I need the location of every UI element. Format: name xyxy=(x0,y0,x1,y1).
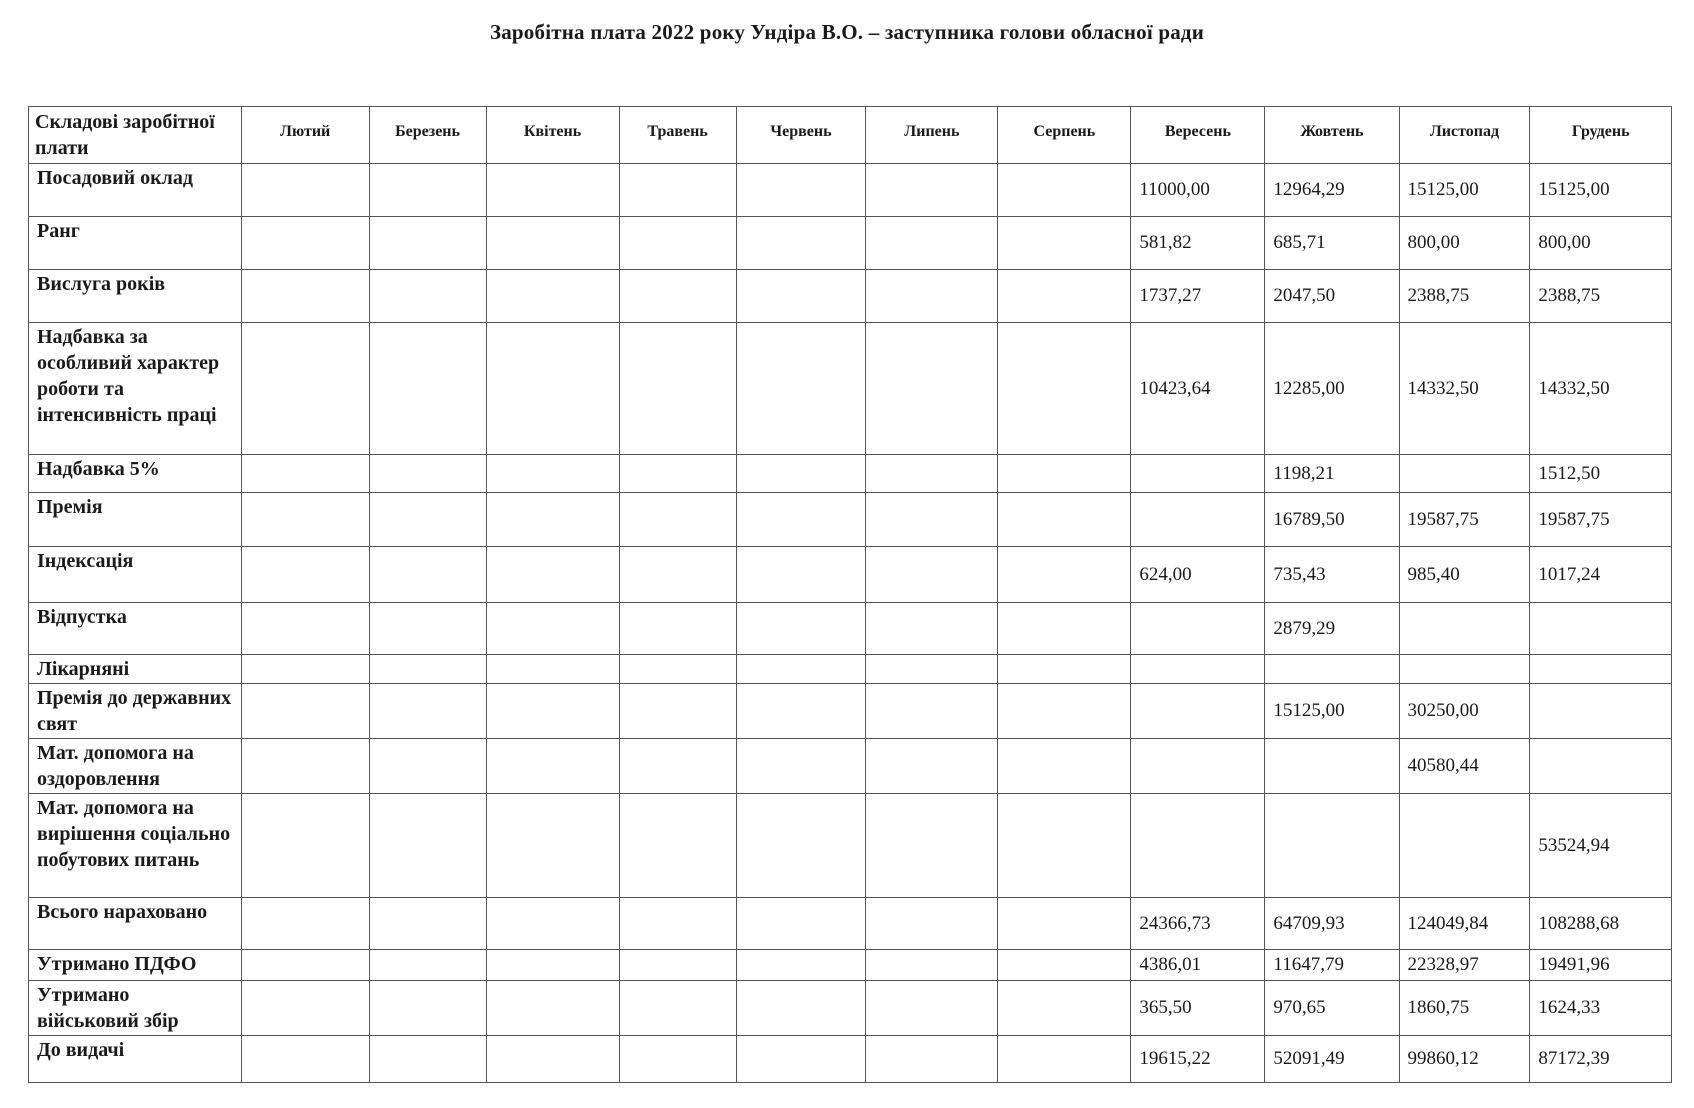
document-title: Заробітна плата 2022 року Ундіра В.О. – заступника голови обласної ради xyxy=(489,20,1205,44)
table-cell xyxy=(619,323,736,455)
table-cell xyxy=(866,684,998,739)
column-header-month: Серпень xyxy=(998,107,1131,164)
table-cell xyxy=(486,493,619,547)
table-cell xyxy=(866,794,998,898)
table-cell: 87172,39 xyxy=(1530,1036,1672,1083)
table-cell xyxy=(241,547,369,603)
table-cell xyxy=(998,739,1131,794)
table-cell xyxy=(1131,455,1265,493)
table-cell xyxy=(998,950,1131,981)
table-cell xyxy=(369,739,486,794)
table-cell: 53524,94 xyxy=(1530,794,1672,898)
table-cell xyxy=(736,981,866,1036)
table-cell xyxy=(241,493,369,547)
table-cell xyxy=(369,684,486,739)
table-row xyxy=(29,547,1672,603)
table-cell xyxy=(619,1036,736,1083)
table-cell: 30250,00 xyxy=(1399,684,1530,739)
table-cell: 4386,01 xyxy=(1131,950,1265,981)
table-cell xyxy=(241,455,369,493)
row-label: Посадовий оклад xyxy=(29,164,242,217)
table-cell xyxy=(241,603,369,655)
table-cell: 970,65 xyxy=(1265,981,1399,1036)
table-row xyxy=(29,655,1672,684)
table-row xyxy=(29,898,1672,950)
table-cell xyxy=(1530,739,1672,794)
table-cell xyxy=(486,981,619,1036)
table-cell xyxy=(998,684,1131,739)
table-cell xyxy=(866,655,998,684)
table-cell: 16789,50 xyxy=(1265,493,1399,547)
row-label: Мат. допомога на оздоровлення xyxy=(29,739,242,794)
table-cell xyxy=(866,739,998,794)
table-cell xyxy=(241,898,369,950)
table-cell: 685,71 xyxy=(1265,217,1399,270)
table-cell xyxy=(866,1036,998,1083)
row-label: До видачі xyxy=(29,1036,242,1083)
table-cell xyxy=(369,794,486,898)
table-cell xyxy=(736,684,866,739)
table-cell: 64709,93 xyxy=(1265,898,1399,950)
table-cell xyxy=(866,603,998,655)
table-cell xyxy=(998,603,1131,655)
row-label: Надбавка за особливий характер роботи та інтенсивність праці xyxy=(29,323,242,455)
table-cell xyxy=(369,547,486,603)
table-cell xyxy=(866,455,998,493)
table-cell xyxy=(241,270,369,323)
row-label: Премія до державних свят xyxy=(29,684,242,739)
table-cell xyxy=(1131,493,1265,547)
table-row xyxy=(29,217,1672,270)
table-cell xyxy=(486,655,619,684)
table-cell xyxy=(369,455,486,493)
table-cell: 365,50 xyxy=(1131,981,1265,1036)
table-cell xyxy=(1399,794,1530,898)
table-cell: 15125,00 xyxy=(1530,164,1672,217)
table-cell xyxy=(1265,739,1399,794)
row-label: Утримано військовий збір xyxy=(29,981,242,1036)
table-cell xyxy=(369,655,486,684)
table-cell xyxy=(998,1036,1131,1083)
table-cell xyxy=(241,164,369,217)
table-cell: 624,00 xyxy=(1131,547,1265,603)
table-cell xyxy=(1131,655,1265,684)
table-cell xyxy=(619,164,736,217)
table-cell xyxy=(486,794,619,898)
table-cell: 52091,49 xyxy=(1265,1036,1399,1083)
table-cell xyxy=(369,981,486,1036)
column-header-month: Грудень xyxy=(1530,107,1672,164)
table-cell: 14332,50 xyxy=(1530,323,1672,455)
table-cell xyxy=(241,217,369,270)
table-cell: 19491,96 xyxy=(1530,950,1672,981)
table-cell: 2879,29 xyxy=(1265,603,1399,655)
row-label: Лікарняні xyxy=(29,655,242,684)
column-header-components: Складові заробітної плати xyxy=(29,107,242,164)
salary-table xyxy=(28,106,1672,1083)
column-header-month: Вересень xyxy=(1131,107,1265,164)
table-cell: 11000,00 xyxy=(1131,164,1265,217)
table-cell xyxy=(241,1036,369,1083)
table-cell xyxy=(1131,684,1265,739)
table-cell xyxy=(736,739,866,794)
row-label: Вислуга років xyxy=(29,270,242,323)
table-cell xyxy=(736,547,866,603)
table-cell xyxy=(241,981,369,1036)
table-cell xyxy=(998,981,1131,1036)
table-cell xyxy=(486,164,619,217)
table-cell xyxy=(486,217,619,270)
column-header-month: Квітень xyxy=(486,107,619,164)
table-cell: 1624,33 xyxy=(1530,981,1672,1036)
table-cell: 10423,64 xyxy=(1131,323,1265,455)
column-header-month: Червень xyxy=(736,107,866,164)
table-cell xyxy=(241,655,369,684)
table-cell xyxy=(369,323,486,455)
table-cell xyxy=(486,603,619,655)
table-cell: 19587,75 xyxy=(1530,493,1672,547)
table-row xyxy=(29,684,1672,739)
table-cell xyxy=(619,898,736,950)
table-cell xyxy=(866,270,998,323)
table-cell xyxy=(369,603,486,655)
table-cell: 2388,75 xyxy=(1399,270,1530,323)
table-cell xyxy=(998,794,1131,898)
table-cell xyxy=(736,323,866,455)
table-cell xyxy=(486,323,619,455)
table-cell xyxy=(736,794,866,898)
table-cell xyxy=(736,1036,866,1083)
table-cell xyxy=(486,898,619,950)
table-cell xyxy=(486,547,619,603)
table-cell xyxy=(866,217,998,270)
table-cell: 108288,68 xyxy=(1530,898,1672,950)
column-header-month: Лютий xyxy=(241,107,369,164)
table-cell: 24366,73 xyxy=(1131,898,1265,950)
table-cell: 1860,75 xyxy=(1399,981,1530,1036)
row-label: Утримано ПДФО xyxy=(29,950,242,981)
table-cell xyxy=(619,684,736,739)
table-cell: 1512,50 xyxy=(1530,455,1672,493)
table-cell: 800,00 xyxy=(1399,217,1530,270)
table-cell xyxy=(619,950,736,981)
table-cell: 2047,50 xyxy=(1265,270,1399,323)
table-cell xyxy=(619,739,736,794)
table-row xyxy=(29,1036,1672,1083)
column-header-month: Травень xyxy=(619,107,736,164)
table-cell xyxy=(866,323,998,455)
table-cell: 1737,27 xyxy=(1131,270,1265,323)
table-cell: 12964,29 xyxy=(1265,164,1399,217)
table-cell xyxy=(241,794,369,898)
table-cell xyxy=(486,1036,619,1083)
table-cell xyxy=(619,270,736,323)
table-cell: 2388,75 xyxy=(1530,270,1672,323)
column-header-month: Березень xyxy=(369,107,486,164)
column-header-month: Липень xyxy=(866,107,998,164)
table-cell: 15125,00 xyxy=(1399,164,1530,217)
column-header-month: Жовтень xyxy=(1265,107,1399,164)
table-cell: 1017,24 xyxy=(1530,547,1672,603)
table-cell xyxy=(998,898,1131,950)
table-cell xyxy=(736,603,866,655)
table-cell xyxy=(998,493,1131,547)
table-cell: 19615,22 xyxy=(1131,1036,1265,1083)
table-cell xyxy=(369,270,486,323)
table-cell xyxy=(369,217,486,270)
row-label: Надбавка 5% xyxy=(29,455,242,493)
table-cell xyxy=(241,950,369,981)
table-body xyxy=(29,164,1672,1083)
table-cell xyxy=(369,1036,486,1083)
table-cell xyxy=(1399,603,1530,655)
table-cell xyxy=(998,655,1131,684)
table-cell xyxy=(1530,655,1672,684)
table-cell xyxy=(486,684,619,739)
table-cell xyxy=(866,493,998,547)
table-cell xyxy=(998,455,1131,493)
table-row xyxy=(29,794,1672,898)
table-cell xyxy=(619,493,736,547)
table-cell xyxy=(1530,684,1672,739)
table-cell: 15125,00 xyxy=(1265,684,1399,739)
table-cell xyxy=(736,493,866,547)
table-row xyxy=(29,270,1672,323)
table-cell: 40580,44 xyxy=(1399,739,1530,794)
table-cell xyxy=(736,270,866,323)
table-row xyxy=(29,164,1672,217)
table-cell xyxy=(241,323,369,455)
table-cell xyxy=(1131,739,1265,794)
table-row xyxy=(29,950,1672,981)
table-cell xyxy=(998,217,1131,270)
table-cell xyxy=(619,455,736,493)
table-cell: 800,00 xyxy=(1530,217,1672,270)
table-cell: 735,43 xyxy=(1265,547,1399,603)
table-cell xyxy=(998,270,1131,323)
table-cell: 22328,97 xyxy=(1399,950,1530,981)
row-label: Премія xyxy=(29,493,242,547)
table-cell xyxy=(369,898,486,950)
table-row xyxy=(29,981,1672,1036)
table-cell: 11647,79 xyxy=(1265,950,1399,981)
table-cell: 19587,75 xyxy=(1399,493,1530,547)
table-cell xyxy=(998,323,1131,455)
table-cell xyxy=(486,739,619,794)
table-cell xyxy=(486,455,619,493)
header-row xyxy=(29,107,1672,164)
table-cell xyxy=(1265,794,1399,898)
row-label: Індексація xyxy=(29,547,242,603)
table-cell xyxy=(1131,603,1265,655)
row-label: Мат. допомога на вирішення соціально побутових питань xyxy=(29,794,242,898)
table-row xyxy=(29,455,1672,493)
table-cell xyxy=(1265,655,1399,684)
row-label: Ранг xyxy=(29,217,242,270)
table-cell xyxy=(1131,794,1265,898)
table-cell xyxy=(866,547,998,603)
table-row xyxy=(29,739,1672,794)
table-cell xyxy=(369,493,486,547)
table-cell: 581,82 xyxy=(1131,217,1265,270)
table-cell xyxy=(241,739,369,794)
table-cell xyxy=(736,455,866,493)
table-cell xyxy=(736,164,866,217)
table-cell xyxy=(619,981,736,1036)
table-row xyxy=(29,603,1672,655)
table-cell xyxy=(369,950,486,981)
column-header-month: Листопад xyxy=(1399,107,1530,164)
table-cell xyxy=(866,981,998,1036)
table-cell xyxy=(486,270,619,323)
table-cell xyxy=(241,684,369,739)
table-cell: 985,40 xyxy=(1399,547,1530,603)
table-cell: 12285,00 xyxy=(1265,323,1399,455)
table-cell xyxy=(619,794,736,898)
table-row xyxy=(29,323,1672,455)
table-cell xyxy=(619,217,736,270)
table-cell xyxy=(1399,455,1530,493)
table-cell: 99860,12 xyxy=(1399,1036,1530,1083)
table-cell: 14332,50 xyxy=(1399,323,1530,455)
table-row xyxy=(29,493,1672,547)
row-label: Всього нараховано xyxy=(29,898,242,950)
table-cell xyxy=(866,950,998,981)
table-cell xyxy=(866,164,998,217)
table-cell xyxy=(998,164,1131,217)
table-cell: 1198,21 xyxy=(1265,455,1399,493)
table-cell xyxy=(998,547,1131,603)
row-label: Відпустка xyxy=(29,603,242,655)
table-cell xyxy=(866,898,998,950)
table-cell xyxy=(619,547,736,603)
table-cell xyxy=(619,603,736,655)
table-cell xyxy=(1530,603,1672,655)
table-cell: 124049,84 xyxy=(1399,898,1530,950)
table-cell xyxy=(369,164,486,217)
table-cell xyxy=(736,655,866,684)
table-cell xyxy=(486,950,619,981)
table-cell xyxy=(736,898,866,950)
table-cell xyxy=(736,217,866,270)
table-cell xyxy=(736,950,866,981)
table-cell xyxy=(1399,655,1530,684)
table-cell xyxy=(619,655,736,684)
